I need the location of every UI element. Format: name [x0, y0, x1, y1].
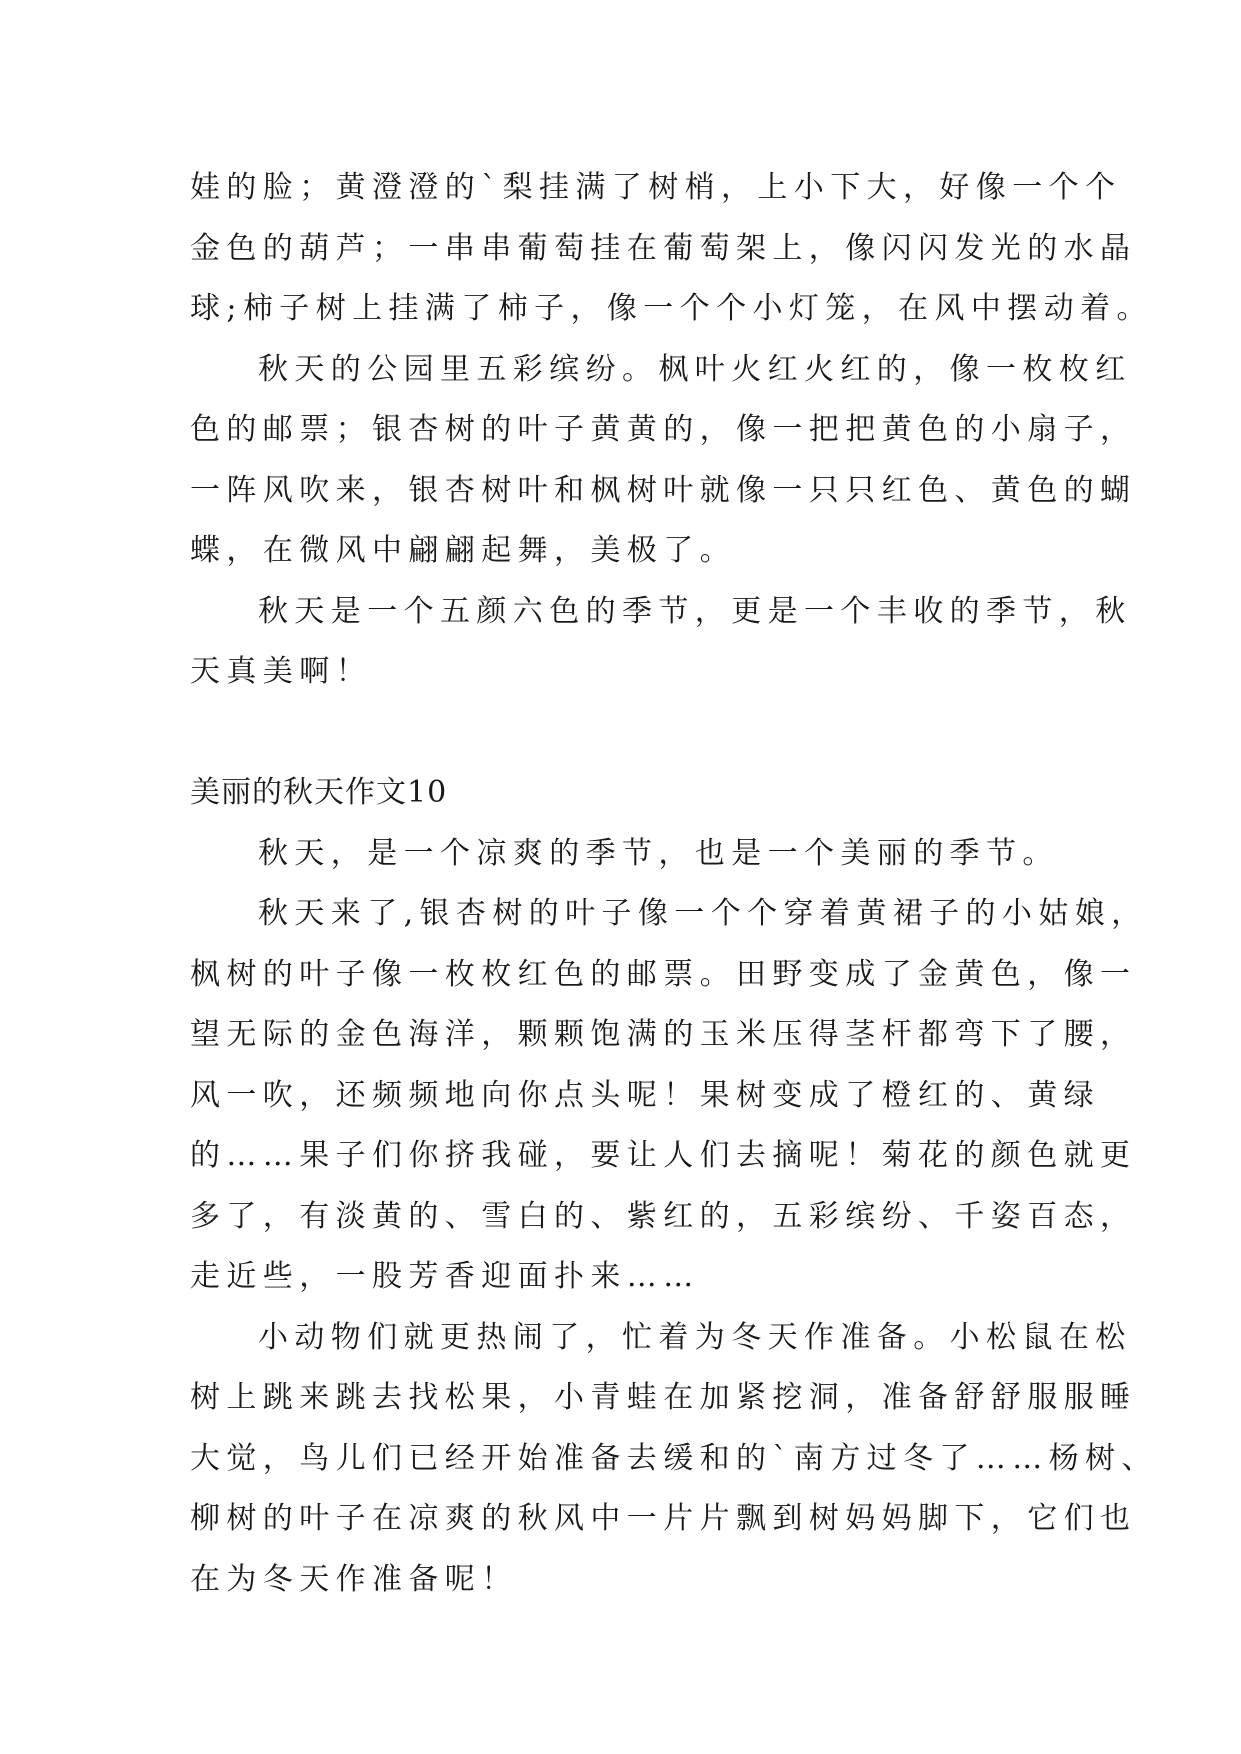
paragraph-line: 枫树的叶子像一枚枚红色的邮票。田野变成了金黄色，像一: [190, 956, 1137, 992]
paragraph-line: 秋天来了,银杏树的叶子像一个个穿着黄裙子的小姑娘，: [258, 896, 1148, 931]
paragraph-line: 秋天是一个五颜六色的季节，更是一个丰收的季节，秋: [258, 593, 1132, 629]
paragraph-line: 走近些，一股芳香迎面扑来……: [190, 1259, 700, 1294]
essay-title: 美丽的秋天作文10: [190, 775, 448, 810]
paragraph-line: 娃的脸；黄澄澄的`梨挂满了树梢，上小下大，好像一个个: [190, 170, 1122, 205]
paragraph-line: 金色的葫芦；一串串葡萄挂在葡萄架上，像闪闪发光的水晶: [190, 230, 1137, 266]
paragraph-line: 秋天，是一个凉爽的季节，也是一个美丽的季节。: [258, 835, 1059, 871]
paragraph-line: 树上跳来跳去找松果，小青蛙在加紧挖洞，准备舒舒服服睡: [190, 1380, 1137, 1415]
paragraph-line: 一阵风吹来，银杏树叶和枫树叶就像一只只红色、黄色的蝴: [190, 472, 1137, 508]
paragraph-line: 风一吹，还频频地向你点头呢！果树变成了橙红的、黄绿: [190, 1077, 1100, 1113]
paragraph-line: 多了，有淡黄的、雪白的、紫红的，五彩缤纷、千姿百态，: [190, 1198, 1137, 1234]
section-gap: [190, 703, 1060, 764]
paragraph-line: 蝶，在微风中翩翩起舞，美极了。: [190, 533, 736, 568]
paragraph-line: 色的邮票；银杏树的叶子黄黄的，像一把把黄色的小扇子，: [190, 412, 1137, 447]
essay-text: [190, 158, 1158, 1610]
paragraph-line: 望无际的金色海洋，颗颗饱满的玉米压得茎杆都弯下了腰，: [190, 1017, 1137, 1052]
paragraph-line: 柳树的叶子在凉爽的秋风中一片片飘到树妈妈脚下，它们也: [190, 1501, 1137, 1536]
paragraph-line: 秋天的公园里五彩缤纷。枫叶火红火红的，像一枚枚红: [258, 351, 1132, 387]
paragraph-line: 小动物们就更热闹了，忙着为冬天作准备。小松鼠在松: [258, 1319, 1132, 1355]
paragraph-line: 天真美啊！: [190, 654, 372, 689]
paragraph-line: 的……果子们你挤我碰，要让人们去摘呢！菊花的颜色就更: [190, 1138, 1137, 1173]
paragraph-line: 球;柿子树上挂满了柿子，像一个个小灯笼，在风中摆动着。: [190, 291, 1153, 326]
paragraph-line: 大觉，鸟儿们已经开始准备去缓和的`南方过冬了……杨树、: [190, 1440, 1158, 1476]
paragraph-line: 在为冬天作准备呢！: [190, 1561, 518, 1597]
